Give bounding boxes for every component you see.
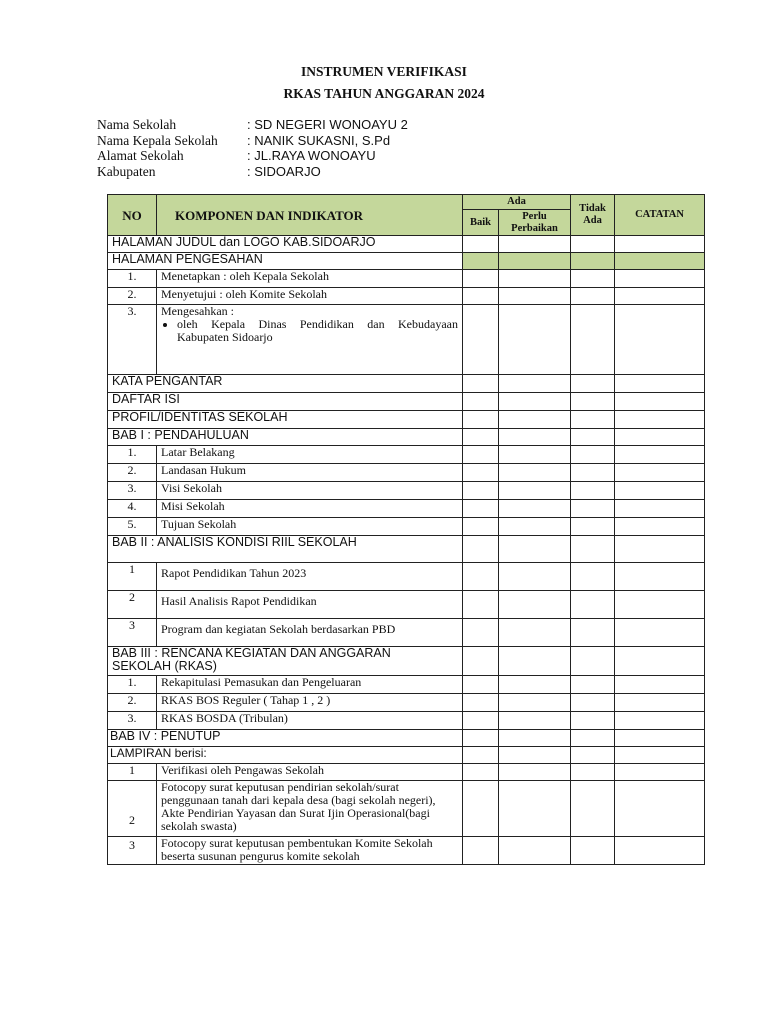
catatan-cell[interactable] (615, 536, 705, 563)
row-number: 2. (108, 694, 157, 712)
check-cell[interactable] (499, 591, 571, 619)
row-number: 1. (108, 446, 157, 464)
row-text: Verifikasi oleh Pengawas Sekolah (157, 764, 463, 781)
check-cell[interactable] (571, 764, 615, 781)
check-cell[interactable] (499, 482, 571, 500)
row-number: 1 (108, 764, 157, 781)
check-cell[interactable] (463, 619, 499, 647)
section-halaman-pengesahan: HALAMAN PENGESAHAN (108, 253, 463, 270)
catatan-cell[interactable] (615, 781, 705, 837)
check-cell[interactable] (571, 393, 615, 411)
row-text: Menyetujui : oleh Komite Sekolah (157, 288, 463, 305)
check-cell[interactable] (463, 764, 499, 781)
check-cell[interactable] (463, 712, 499, 730)
check-cell[interactable] (571, 563, 615, 591)
header-baik: Baik (463, 210, 499, 236)
document-subtitle: RKAS TAHUN ANGGARAN 2024 (283, 86, 485, 101)
catatan-cell[interactable] (615, 518, 705, 536)
check-cell[interactable] (499, 730, 571, 747)
check-cell[interactable] (463, 730, 499, 747)
check-cell[interactable] (571, 730, 615, 747)
catatan-cell[interactable] (615, 375, 705, 393)
table-row (108, 536, 705, 563)
table-row (108, 764, 705, 781)
check-cell[interactable] (463, 781, 499, 837)
table-row (108, 411, 705, 429)
check-cell[interactable] (499, 500, 571, 518)
check-cell[interactable] (571, 411, 615, 429)
catatan-cell[interactable] (615, 694, 705, 712)
section-daftar-isi: DAFTAR ISI (108, 393, 463, 411)
check-cell[interactable] (499, 694, 571, 712)
table-row (108, 730, 705, 747)
check-cell[interactable] (571, 712, 615, 730)
check-cell[interactable] (571, 482, 615, 500)
section-bab-2: BAB II : ANALISIS KONDISI RIIL SEKOLAH (108, 536, 463, 563)
info-value: : JL.RAYA WONOAYU (247, 148, 376, 163)
row-number: 4. (108, 500, 157, 518)
check-cell[interactable] (499, 563, 571, 591)
check-cell[interactable] (463, 518, 499, 536)
section-bab-3 (108, 647, 463, 676)
check-cell[interactable] (463, 236, 499, 253)
row-number: 2. (108, 288, 157, 305)
check-cell[interactable] (499, 676, 571, 694)
row-number: 3 (108, 619, 157, 647)
catatan-cell[interactable] (615, 429, 705, 446)
check-cell (571, 253, 615, 270)
section-kata-pengantar: KATA PENGANTAR (108, 375, 463, 393)
check-cell[interactable] (571, 619, 615, 647)
check-cell[interactable] (571, 747, 615, 764)
check-cell[interactable] (499, 270, 571, 288)
check-cell[interactable] (463, 694, 499, 712)
check-cell[interactable] (571, 500, 615, 518)
row-text: Program dan kegiatan Sekolah berdasarkan PBD (157, 619, 463, 647)
section-bab-1: BAB I : PENDAHULUAN (108, 429, 463, 446)
catatan-cell[interactable] (615, 647, 705, 676)
row-number: 2 (108, 781, 157, 837)
check-cell[interactable] (499, 518, 571, 536)
info-row-kepala-sekolah (97, 133, 408, 149)
catatan-cell[interactable] (615, 236, 705, 253)
catatan-cell[interactable] (615, 411, 705, 429)
table-row (108, 591, 705, 619)
check-cell[interactable] (571, 270, 615, 288)
table-row (108, 393, 705, 411)
check-cell[interactable] (499, 837, 571, 865)
check-cell[interactable] (571, 288, 615, 305)
catatan-cell[interactable] (615, 619, 705, 647)
check-cell[interactable] (499, 536, 571, 563)
header-perlu-perbaikan: Perlu Perbaikan (499, 210, 571, 236)
row-text: Menetapkan : oleh Kepala Sekolah (157, 270, 463, 288)
check-cell[interactable] (463, 647, 499, 676)
table-row (108, 482, 705, 500)
header-tidak-ada: Tidak Ada (571, 195, 615, 236)
check-cell[interactable] (499, 712, 571, 730)
section-lampiran (108, 747, 463, 764)
table-row (108, 236, 705, 253)
row-text: Fotocopy surat keputusan pendirian sekolah/surat penggunaan tanah dari kepala desa (bagi sekolah negeri), Akte Pendirian Yayasan dan Surat Ijin Operasional(bagi sekolah swasta) (157, 781, 463, 837)
info-label: Kabupaten (97, 163, 156, 179)
info-label: Nama Kepala Sekolah (97, 132, 218, 148)
check-cell[interactable] (463, 375, 499, 393)
check-cell[interactable] (463, 747, 499, 764)
check-cell[interactable] (571, 837, 615, 865)
row-text: Misi Sekolah (157, 500, 463, 518)
check-cell[interactable] (463, 563, 499, 591)
catatan-cell[interactable] (615, 730, 705, 747)
table-row (108, 500, 705, 518)
catatan-cell[interactable] (615, 482, 705, 500)
table-row (108, 619, 705, 647)
row-text: Rekapitulasi Pemasukan dan Pengeluaran (157, 676, 463, 694)
row-text: Tujuan Sekolah (157, 518, 463, 536)
check-cell[interactable] (571, 591, 615, 619)
check-cell[interactable] (463, 464, 499, 482)
lampiran-label: LAMPIRAN berisi: (110, 746, 207, 760)
info-row-nama-sekolah (97, 117, 408, 133)
check-cell[interactable] (463, 591, 499, 619)
row-number: 1. (108, 676, 157, 694)
check-cell (499, 253, 571, 270)
check-cell[interactable] (571, 464, 615, 482)
check-cell[interactable] (499, 464, 571, 482)
table-row (108, 288, 705, 305)
check-cell[interactable] (463, 411, 499, 429)
check-cell[interactable] (499, 429, 571, 446)
check-cell[interactable] (499, 747, 571, 764)
check-cell[interactable] (571, 446, 615, 464)
info-row-alamat (97, 148, 408, 164)
check-cell[interactable] (463, 288, 499, 305)
table-row (108, 305, 705, 375)
check-cell[interactable] (571, 536, 615, 563)
check-cell[interactable] (571, 518, 615, 536)
header-ada: Ada (463, 195, 571, 210)
check-cell[interactable] (571, 694, 615, 712)
check-cell[interactable] (463, 837, 499, 865)
row-number: 5. (108, 518, 157, 536)
check-cell[interactable] (499, 764, 571, 781)
catatan-cell[interactable] (615, 500, 705, 518)
check-cell[interactable] (463, 305, 499, 375)
row-text: RKAS BOSDA (Tribulan) (157, 712, 463, 730)
check-cell[interactable] (499, 619, 571, 647)
catatan-cell[interactable] (615, 288, 705, 305)
info-value: : SD NEGERI WONOAYU 2 (247, 117, 408, 132)
section-profil: PROFIL/IDENTITAS SEKOLAH (108, 411, 463, 429)
row-number: 3. (108, 712, 157, 730)
check-cell[interactable] (499, 411, 571, 429)
check-cell[interactable] (499, 375, 571, 393)
verification-table (107, 194, 705, 865)
row-text: RKAS BOS Reguler ( Tahap 1 , 2 ) (157, 694, 463, 712)
document-title: INSTRUMEN VERIFIKASI (301, 64, 467, 79)
table-row (108, 464, 705, 482)
check-cell[interactable] (571, 375, 615, 393)
check-cell[interactable] (571, 647, 615, 676)
check-cell[interactable] (499, 393, 571, 411)
row-text-main: Mengesahkan : (161, 304, 234, 318)
row-text (157, 305, 463, 375)
info-label: Alamat Sekolah (97, 148, 184, 163)
school-info (97, 117, 408, 179)
table-row (108, 647, 705, 676)
row-text: Latar Belakang (157, 446, 463, 464)
row-number: 3. (108, 305, 157, 375)
check-cell[interactable] (499, 446, 571, 464)
header-komponen: KOMPONEN DAN INDIKATOR (157, 195, 463, 236)
info-label: Nama Sekolah (97, 117, 177, 132)
check-cell[interactable] (571, 305, 615, 375)
check-cell[interactable] (499, 781, 571, 837)
check-cell[interactable] (463, 482, 499, 500)
check-cell[interactable] (463, 676, 499, 694)
check-cell[interactable] (463, 536, 499, 563)
check-cell[interactable] (499, 647, 571, 676)
catatan-cell[interactable] (615, 747, 705, 764)
check-cell[interactable] (499, 288, 571, 305)
check-cell[interactable] (571, 676, 615, 694)
catatan-cell[interactable] (615, 305, 705, 375)
catatan-cell[interactable] (615, 712, 705, 730)
info-row-kabupaten (97, 164, 408, 180)
table-row (108, 781, 705, 837)
bullet-list (161, 318, 458, 344)
catatan-cell[interactable] (615, 464, 705, 482)
header-no: NO (108, 195, 157, 236)
header-catatan: CATATAN (615, 195, 705, 236)
table-row (108, 446, 705, 464)
table-row (108, 270, 705, 288)
row-text: Landasan Hukum (157, 464, 463, 482)
check-cell[interactable] (571, 429, 615, 446)
table-row (108, 676, 705, 694)
check-cell[interactable] (463, 393, 499, 411)
table-row (108, 518, 705, 536)
catatan-cell (615, 253, 705, 270)
catatan-cell[interactable] (615, 676, 705, 694)
row-text: Hasil Analisis Rapot Pendidikan (157, 591, 463, 619)
catatan-cell[interactable] (615, 446, 705, 464)
row-number: 1 (108, 563, 157, 591)
check-cell[interactable] (499, 305, 571, 375)
catatan-cell[interactable] (615, 591, 705, 619)
catatan-cell[interactable] (615, 393, 705, 411)
section-bab-3-text: BAB III : RENCANA KEGIATAN DAN ANGGARAN SEKOLAH (RKAS) (112, 646, 391, 673)
check-cell[interactable] (463, 446, 499, 464)
catatan-cell[interactable] (615, 270, 705, 288)
row-text: Visi Sekolah (157, 482, 463, 500)
row-text: Fotocopy surat keputusan pembentukan Komite Sekolah beserta susunan pengurus komite sekolah (157, 837, 463, 865)
table-row (108, 429, 705, 446)
catatan-cell[interactable] (615, 837, 705, 865)
check-cell[interactable] (463, 429, 499, 446)
table-row (108, 375, 705, 393)
section-halaman-judul: HALAMAN JUDUL dan LOGO KAB.SIDOARJO (108, 236, 463, 253)
row-number: 2 (108, 591, 157, 619)
check-cell[interactable] (499, 236, 571, 253)
table-row (108, 694, 705, 712)
row-text: Rapot Pendidikan Tahun 2023 (157, 563, 463, 591)
catatan-cell[interactable] (615, 764, 705, 781)
row-number: 3. (108, 482, 157, 500)
row-number: 2. (108, 464, 157, 482)
table-row (108, 747, 705, 764)
table-row (108, 837, 705, 865)
check-cell[interactable] (463, 500, 499, 518)
bullet-item: • oleh Kepala Dinas Pendidikan dan Kebudayaan Kabupaten Sidoarjo (177, 318, 458, 344)
check-cell[interactable] (463, 270, 499, 288)
catatan-cell[interactable] (615, 563, 705, 591)
check-cell (463, 253, 499, 270)
section-bab-4: BAB IV : PENUTUP (108, 730, 463, 747)
table-row (108, 712, 705, 730)
table-row (108, 563, 705, 591)
info-value: : NANIK SUKASNI, S.Pd (247, 132, 391, 148)
check-cell[interactable] (571, 236, 615, 253)
row-number: 3 (108, 837, 157, 865)
info-value: : SIDOARJO (247, 163, 321, 179)
table-row (108, 253, 705, 270)
row-number: 1. (108, 270, 157, 288)
check-cell[interactable] (571, 781, 615, 837)
